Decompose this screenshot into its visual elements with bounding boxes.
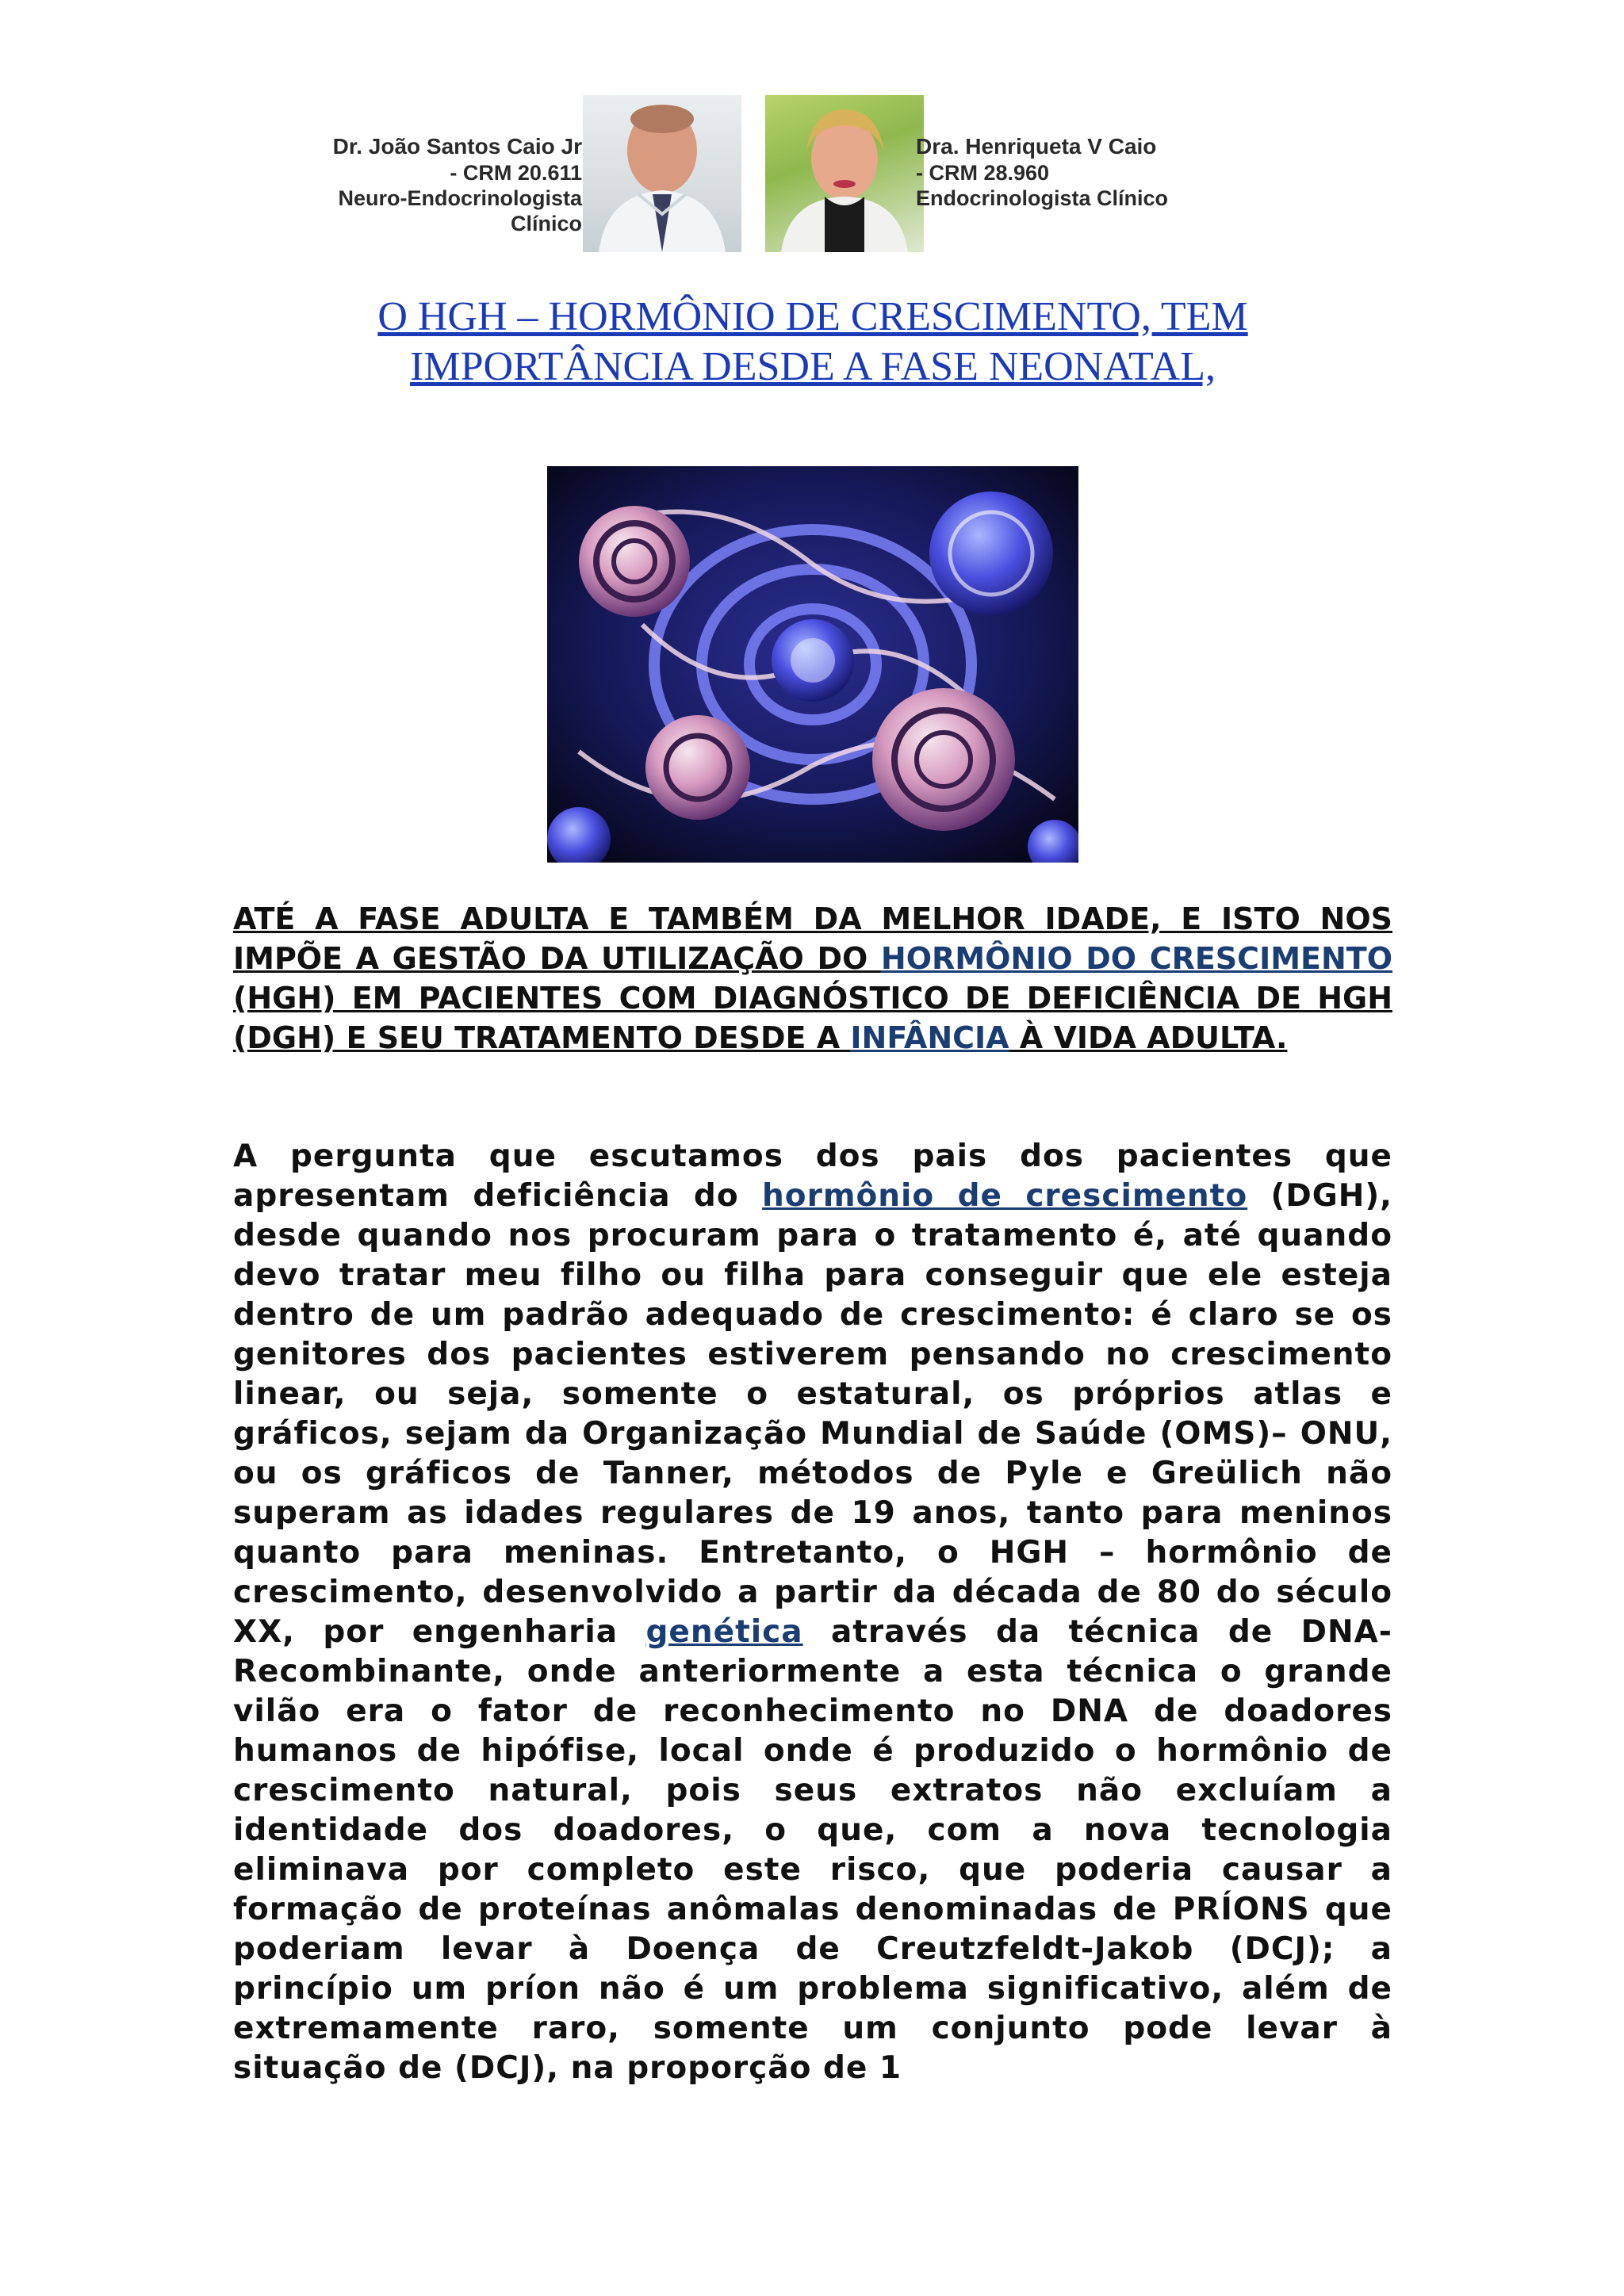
title-line-2: IMPORTÂNCIA DESDE A FASE NEONATAL, <box>410 344 1216 389</box>
lead-paragraph <box>233 899 1392 1058</box>
right-doctor-specialty: Endocrinologista Clínico <box>916 186 1169 210</box>
body-paragraph <box>233 1137 1392 2088</box>
link-hormonio-do-crescimento[interactable]: HORMÔNIO DO CRESCIMENTO <box>880 941 1393 976</box>
link-hormonio-de-crescimento[interactable]: hormônio de crescimento <box>762 1178 1248 1214</box>
right-doctor-crm: - CRM 28.960 <box>916 161 1050 185</box>
title-line-1: O HGH – HORMÔNIO DE CRESCIMENTO, TEM <box>377 294 1248 339</box>
lead-text-2: (HGH) EM PACIENTES COM DIAGNÓSTICO DE DEFICIÊNCIA DE HGH (DGH) E SEU TRATAMENTO DESDE A <box>233 981 1392 1055</box>
doctor-photo-female <box>765 95 924 252</box>
header-banner <box>246 95 1182 254</box>
page-title <box>230 292 1396 392</box>
right-doctor-name: Dra. Henriqueta V Caio <box>916 134 1157 159</box>
left-doctor-specialty: Neuro-Endocrinologista Clínico <box>338 186 582 235</box>
doctor-photo-male <box>583 95 741 252</box>
lead-text-3: À VIDA ADULTA. <box>1009 1020 1288 1055</box>
right-doctor-info <box>916 133 1170 211</box>
left-doctor-info <box>328 133 582 236</box>
left-doctor-crm: - CRM 20.611 <box>450 161 582 185</box>
link-genetica[interactable]: genética <box>645 1614 803 1650</box>
link-infancia[interactable]: INFÂNCIA <box>850 1020 1009 1055</box>
lead-text-1: ATÉ A FASE ADULTA E TAMBÉM DA MELHOR IDADE, E ISTO NOS IMPÕE A GESTÃO DA UTILIZAÇÃO DO <box>233 901 1392 976</box>
abstract-swirl-image <box>547 466 1078 863</box>
body-text-3: através da técnica de DNA- Recombinante, onde anteriormente a esta técnica o grande vilão era o fator de reconhecimento no DNA de doadores humanos de hipófise, local onde é produzido o hormônio de crescimento natural, pois seus extratos não excluíam a identidade dos doadores, o que, com a nova tecnologia eliminava por completo este risco, que poderia causar a formação de proteínas anômalas denominadas de PRÍONS que poderiam levar à Doença de Creutzfeldt-Jakob (DCJ); a princípio um príon não é um problema significativo, além de extremamente raro, somente um conjunto pode levar à situação de (DCJ), na proporção de 1 <box>233 1614 1392 2086</box>
left-doctor-name: Dr. João Santos Caio Jr <box>332 134 582 159</box>
body-text-1: A pergunta que escutamos dos pais dos pacientes que apresentam deficiência do <box>233 1138 1392 1214</box>
body-text-2: (DGH), desde quando nos procuram para o tratamento é, até quando devo tratar meu filho ou filha para conseguir que ele esteja dentro de um padrão adequado de crescimento: é claro se os genitores dos pacientes estiverem pensando no crescimento linear, ou seja, somente o estatural, os próprios atlas e gráficos, sejam da Organização Mundial de Saúde (OMS)– ONU, ou os gráficos de Tanner, métodos de Pyle e Greülich não superam as idades regulares de 19 anos, tanto para meninos quanto para meninas. Entretanto, o HGH – hormônio de crescimento, desenvolvido a partir da década de 80 do século XX, por engenharia <box>233 1178 1392 1650</box>
